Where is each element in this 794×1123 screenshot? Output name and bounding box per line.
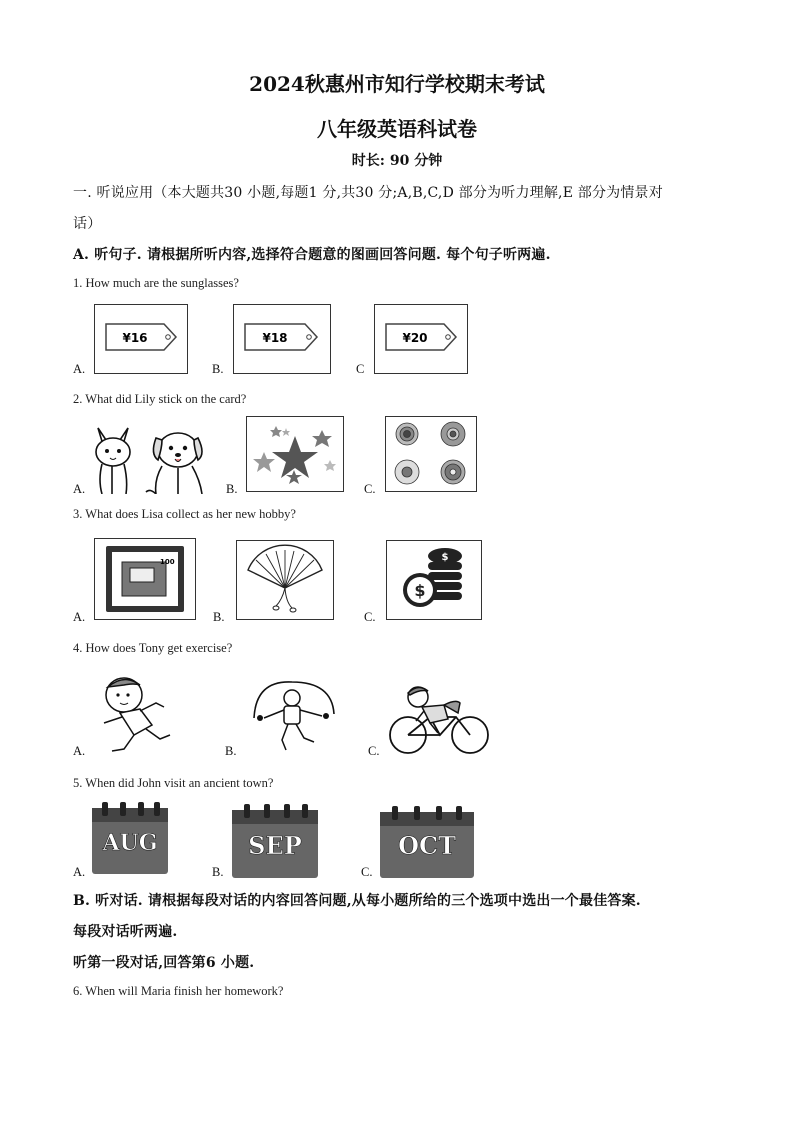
option-label: A. <box>73 610 86 624</box>
price-tag-18-image <box>233 304 331 374</box>
price-tag-20-image <box>374 304 468 374</box>
stamp-value-text: 100 <box>160 558 175 566</box>
stamp-image <box>94 538 196 620</box>
part-b-instruction: B. 听对话. 请根据每段对话的内容回答问题,从每小题所给的三个选项中选出一个最佳答案. <box>73 893 641 909</box>
fan-image <box>236 540 334 620</box>
price-tag-18-text: ¥18 <box>262 331 288 345</box>
month-oct-text: OCT <box>398 831 456 860</box>
option-label: B. <box>225 744 237 758</box>
calendar-aug-icon <box>92 802 168 874</box>
calendar-sep-icon <box>232 804 318 878</box>
option-label: B. <box>212 362 224 376</box>
option-label: B. <box>226 482 238 496</box>
dialogue-1-heading: 听第一段对话,回答第6 小题. <box>73 955 255 971</box>
option-label: B. <box>213 610 225 624</box>
exam-duration: 时长: 90 分钟 <box>351 153 443 169</box>
option-label: C. <box>364 610 376 624</box>
price-tag-16-image <box>94 304 188 374</box>
section-heading: 一. 听说应用（本大题共30 小题,每题1 分,共30 分;A,B,C,D 部分为听力理解,E 部分为情景对 <box>73 185 663 201</box>
month-aug-text: AUG <box>102 830 158 856</box>
question-6: 6. When will Maria finish her homework? <box>73 984 284 998</box>
exam-subtitle: 八年级英语科试卷 <box>317 117 477 141</box>
option-label: A. <box>73 744 86 758</box>
coins-image <box>386 540 482 620</box>
question-5: 5. When did John visit an ancient town? <box>73 776 274 790</box>
question-1: 1. How much are the sunglasses? <box>73 276 239 290</box>
option-label: C. <box>364 482 376 496</box>
price-tag-20-text: ¥20 <box>402 331 428 345</box>
calendar-oct-icon <box>380 806 474 878</box>
cycling-boy-image <box>386 683 492 755</box>
jump-rope-image <box>246 678 340 754</box>
option-label: A. <box>73 865 86 879</box>
flower-stickers-image <box>385 416 477 492</box>
month-sep-text: SEP <box>248 831 302 860</box>
option-label: A. <box>73 482 86 496</box>
exam-title: 2024秋惠州市知行学校期末考试 <box>249 72 545 96</box>
option-label: C. <box>368 744 380 758</box>
question-2: 2. What did Lily stick on the card? <box>73 392 247 406</box>
svg-text:$: $ <box>414 581 426 600</box>
section-heading-cont: 话） <box>73 216 102 232</box>
option-label: A. <box>73 362 86 376</box>
question-4: 4. How does Tony get exercise? <box>73 641 233 655</box>
running-boy-image <box>94 673 194 755</box>
part-a-instruction: A. 听句子. 请根据所听内容,选择符合题意的图画回答问题. 每个句子听两遍. <box>73 247 551 263</box>
svg-text:$: $ <box>441 552 449 563</box>
question-3: 3. What does Lisa collect as her new hobby? <box>73 507 296 521</box>
star-stickers-image <box>246 416 344 492</box>
option-label: B. <box>212 865 224 879</box>
option-label: C <box>356 362 365 376</box>
part-b-instruction-cont: 每段对话听两遍. <box>73 924 178 940</box>
price-tag-16-text: ¥16 <box>122 331 148 345</box>
option-label: C. <box>361 865 373 879</box>
cat-dog-stickers-image <box>92 418 212 494</box>
